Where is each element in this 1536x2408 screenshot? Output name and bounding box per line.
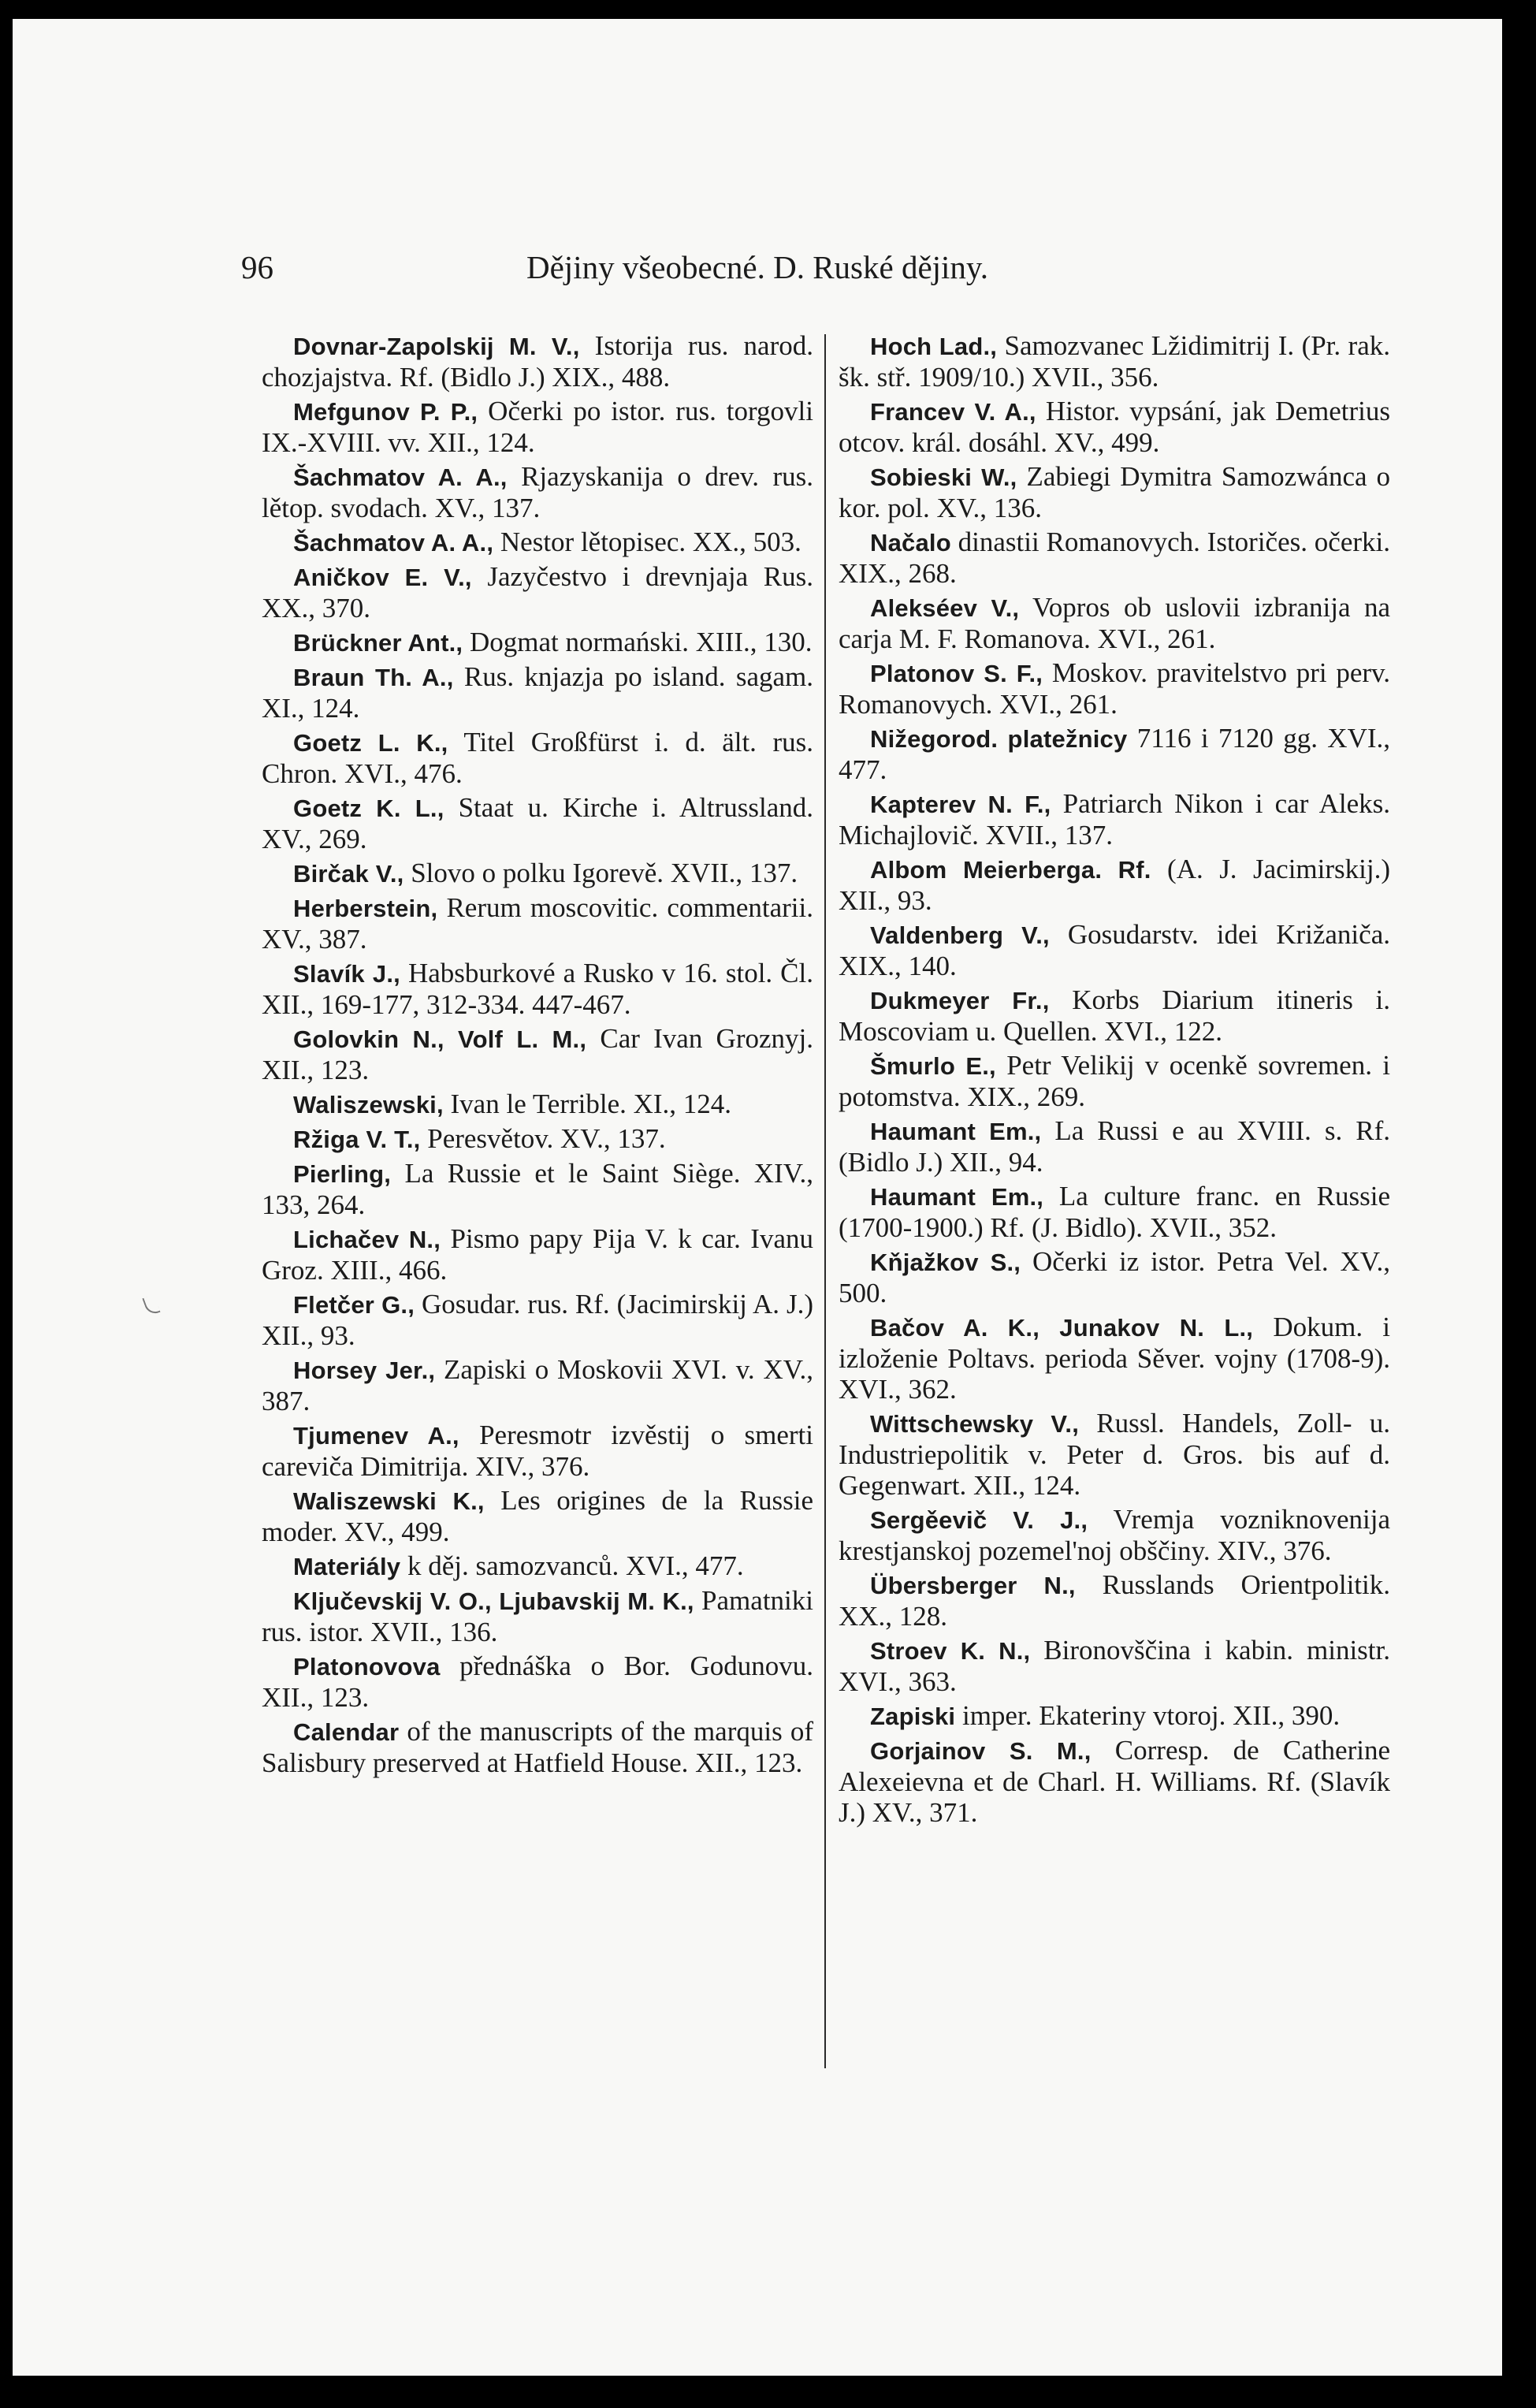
entry-author: Zapiski: [870, 1703, 956, 1730]
bibliography-entry: [839, 1635, 1390, 1697]
bibliography-entry: [262, 1585, 813, 1647]
entry-text: Slovo o polku Igorevě. XVII., 137.: [404, 858, 798, 888]
bibliography-entry: [262, 1550, 813, 1582]
entry-author: Fletčer G.,: [293, 1291, 415, 1319]
entry-author: Herberstein,: [293, 895, 438, 922]
bibliography-entry: [839, 1408, 1390, 1501]
entry-text: Pismo papy Pija V. k car. Ivanu Groz. XIII., 466.: [262, 1223, 813, 1286]
entry-text: Jazyčestvo i drevnjaja Rus. XX., 370.: [262, 561, 813, 623]
entry-text: Zapiski o Moskovii XVI. v. XV., 387.: [262, 1354, 813, 1416]
entry-author: Valdenberg V.,: [870, 921, 1050, 949]
entry-text: La culture franc. en Russie (1700-1900.) Rf. (J. Bidlo). XVII., 352.: [839, 1181, 1390, 1243]
margin-mark: [142, 1294, 160, 1316]
entry-text: Moskov. pravitelstvo pri perv. Romanovych. XVI., 261.: [839, 657, 1390, 720]
entry-author: Materiály: [293, 1553, 401, 1580]
entry-author: Dukmeyer Fr.,: [870, 987, 1050, 1014]
bibliography-entry: [262, 1651, 813, 1713]
bibliography-entry: [262, 958, 813, 1020]
entry-author: Sergěevič V. J.,: [870, 1506, 1088, 1534]
entry-text: (A. J. Jacimirskij.) XII., 93.: [839, 854, 1391, 916]
bibliography-entry: [262, 1223, 813, 1286]
entry-text: of the manuscripts of the marquis of Salisbury preserved at Hatfield House. XII., 123.: [262, 1716, 813, 1778]
entry-text: Vopros ob uslovii izbranija na carja M. F. Romanova. XVI., 261.: [839, 592, 1391, 654]
running-title: Dějiny všeobecné. D. Ruské dějiny.: [526, 249, 989, 285]
bibliography-entry: [839, 1246, 1390, 1308]
entry-author: Haumant Em.,: [870, 1118, 1042, 1145]
bibliography-entry: [262, 527, 813, 558]
bibliography-entry: [262, 1420, 813, 1482]
entry-author: Platonovova: [293, 1653, 441, 1680]
bibliography-entry: [839, 461, 1390, 523]
entry-text: La Russie et le Saint Siège. XIV., 133, 264.: [262, 1158, 813, 1220]
bibliography-entry: [262, 661, 813, 724]
entry-text: Les origines de la Russie moder. XV., 499.: [262, 1485, 813, 1547]
bibliography-entry: [839, 1312, 1390, 1405]
entry-author: Hoch Lad.,: [870, 333, 998, 360]
entry-text: Očerki iz istor. Petra Vel. XV., 500.: [839, 1246, 1390, 1308]
entry-author: Tjumenev A.,: [293, 1422, 459, 1450]
entry-author: Kňjažkov S.,: [870, 1249, 1021, 1276]
entry-text: Histor. vypsání, jak Demetrius otcov. král. dosáhl. XV., 499.: [839, 396, 1390, 458]
entry-text: Russlands Orientpolitik. XX., 128.: [839, 1569, 1391, 1632]
entry-author: Platonov S. F.,: [870, 660, 1043, 687]
entry-text: Pamatniki rus. istor. XVII., 136.: [262, 1585, 813, 1647]
entry-author: Übersberger N.,: [870, 1572, 1076, 1599]
entry-text: dinastii Romanovych. Istoričes. očerki. XIX., 268.: [839, 527, 1390, 589]
entry-text: Ivan le Terrible. XI., 124.: [443, 1089, 732, 1119]
entry-text: Dokum. i izloženie Poltavs. perioda Sěver. vojny (1708-9). XVI., 362.: [839, 1312, 1391, 1405]
entry-author: Waliszewski K.,: [293, 1487, 485, 1515]
entry-author: Bačov A. K., Junakov N. L.,: [870, 1314, 1254, 1342]
bibliography-entry: [262, 1354, 813, 1416]
entry-text: Gosudarstv. idei Križaniča. XIX., 140.: [839, 919, 1390, 981]
entry-author: Birčak V.,: [293, 860, 404, 888]
bibliography-entry: [262, 461, 813, 523]
book-page: [13, 19, 1502, 2376]
entry-author: Lichačev N.,: [293, 1226, 441, 1253]
entry-author: Haumant Em.,: [870, 1183, 1044, 1211]
entry-text: Car Ivan Groznyj. XII., 123.: [262, 1023, 813, 1085]
entry-text: Petr Velikij v ocenkě sovremen. i potomstva. XIX., 269.: [839, 1050, 1390, 1112]
entry-author: Ključevskij V. O., Ljubavskij M. K.,: [293, 1587, 694, 1615]
bibliography-entry: [839, 1504, 1390, 1566]
entry-author: Calendar: [293, 1718, 400, 1746]
bibliography-entry: [839, 984, 1390, 1047]
page-number: 96: [241, 249, 273, 285]
entry-author: Ržiga V. T.,: [293, 1126, 421, 1153]
bibliography-entry: [839, 723, 1390, 785]
entry-author: Načalo: [870, 529, 951, 556]
bibliography-entry: [839, 396, 1390, 458]
bibliography-entry: [839, 1181, 1390, 1243]
bibliography-entry: [839, 1735, 1390, 1828]
entry-text: Očerki po istor. rus. torgovli IX.-XVIII. vv. XII., 124.: [262, 396, 813, 458]
entry-author: Šachmatov A. A.,: [293, 463, 508, 491]
bibliography-entry: [262, 1123, 813, 1155]
entry-text: Bironovščina i kabin. ministr. XVI., 363.: [839, 1635, 1390, 1697]
entry-author: Sobieski W.,: [870, 463, 1017, 491]
entry-author: Stroev K. N.,: [870, 1637, 1031, 1665]
column-divider: [824, 334, 826, 2068]
bibliography-entry: [839, 527, 1390, 589]
bibliography-entry: [839, 1569, 1390, 1632]
bibliography-entry: [262, 1023, 813, 1085]
entry-text: Rjazyskanija o drev. rus. lětop. svodach. XV., 137.: [262, 461, 813, 523]
entry-author: Alekséev V.,: [870, 594, 1020, 622]
entry-author: Mefgunov P. P.,: [293, 398, 478, 426]
entry-text: Peresmotr izvěstij o smerti careviča Dimitrija. XIV., 376.: [262, 1420, 813, 1482]
entry-author: Braun Th. A.,: [293, 664, 454, 691]
entry-author: Goetz K. L.,: [293, 795, 444, 822]
entry-author: Šachmatov A. A.,: [293, 529, 494, 556]
bibliography-entry: [262, 858, 813, 889]
entry-text: Zabiegi Dymitra Samozwánca o kor. pol. XV., 136.: [839, 461, 1390, 523]
entry-text: La Russi e au XVIII. s. Rf. (Bidlo J.) XII., 94.: [839, 1115, 1390, 1178]
entry-author: Goetz L. K.,: [293, 729, 448, 757]
bibliography-entry: [262, 1716, 813, 1778]
bibliography-entry: [839, 1050, 1390, 1112]
entry-author: Gorjainov S. M.,: [870, 1737, 1092, 1765]
entry-text: Rus. knjazja po island. sagam. XI., 124.: [262, 661, 813, 724]
entry-text: Istorija rus. narod. chozjajstva. Rf. (Bidlo J.) XIX., 488.: [262, 330, 813, 393]
entry-text: Staat u. Kirche i. Altrussland. XV., 269.: [262, 792, 813, 854]
entry-text: Habsburkové a Rusko v 16. stol. Čl. XII., 169-177, 312-334. 447-467.: [262, 958, 813, 1020]
entry-author: Kapterev N. F.,: [870, 791, 1051, 818]
entry-text: Korbs Diarium itineris i. Moscoviam u. Quellen. XVI., 122.: [839, 984, 1390, 1047]
entry-author: Wittschewsky V.,: [870, 1410, 1080, 1438]
right-column: [839, 330, 1390, 1831]
bibliography-entry: [262, 1485, 813, 1547]
entry-text: Patriarch Nikon i car Aleks. Michajlovič. XVII., 137.: [839, 788, 1390, 850]
bibliography-entry: [839, 1700, 1390, 1732]
entry-text: Corresp. de Catherine Alexeievna et de Charl. H. Williams. Rf. (Slavík J.) XV., 371.: [839, 1735, 1390, 1828]
bibliography-entry: [262, 892, 813, 955]
bibliography-entry: [262, 396, 813, 458]
entry-text: Vremja vozniknovenija krestjanskoj pozemel'noj obščiny. XIV., 376.: [839, 1504, 1390, 1566]
entry-author: Golovkin N., Volf L. M.,: [293, 1025, 587, 1053]
bibliography-entry: [839, 788, 1390, 850]
entry-text: Titel Großfürst i. d. ält. rus. Chron. XVI., 476.: [262, 727, 813, 789]
entry-author: Nižegorod. platežnicy: [870, 725, 1128, 753]
entry-text: Rerum moscovitic. commentarii. XV., 387.: [262, 892, 813, 955]
entry-text: Nestor lětopisec. XX., 503.: [493, 527, 801, 557]
bibliography-entry: [839, 330, 1390, 393]
entry-author: Slavík J.,: [293, 960, 400, 988]
entry-author: Waliszewski,: [293, 1091, 444, 1118]
entry-author: Pierling,: [293, 1160, 392, 1188]
entry-text: Gosudar. rus. Rf. (Jacimirskij A. J.) XII., 93.: [262, 1289, 813, 1351]
bibliography-entry: [839, 854, 1390, 916]
bibliography-entry: [262, 792, 813, 854]
bibliography-entry: [262, 727, 813, 789]
bibliography-entry: [262, 1158, 813, 1220]
bibliography-entry: [839, 592, 1390, 654]
entry-text: k děj. samozvanců. XVI., 477.: [400, 1550, 744, 1581]
bibliography-entry: [839, 657, 1390, 720]
entry-author: Brückner Ant.,: [293, 629, 463, 657]
entry-author: Aničkov E. V.,: [293, 564, 472, 591]
bibliography-entry: [262, 561, 813, 623]
entry-author: Albom Meierberga. Rf.: [870, 856, 1151, 884]
bibliography-entry: [839, 1115, 1390, 1178]
entry-text: 7116 i 7120 gg. XVI., 477.: [839, 723, 1391, 785]
left-column: [262, 330, 813, 1781]
entry-author: Šmurlo E.,: [870, 1052, 996, 1080]
entry-author: Horsey Jer.,: [293, 1357, 436, 1384]
entry-author: Francev V. A.,: [870, 398, 1036, 426]
entry-text: Russl. Handels, Zoll- u. Industriepolitik v. Peter d. Gros. bis auf d. Gegenwart. XII., 124.: [839, 1408, 1391, 1501]
bibliography-entry: [839, 919, 1390, 981]
entry-author: Dovnar-Zapolskij M. V.,: [293, 333, 580, 360]
entry-text: Peresvětov. XV., 137.: [420, 1123, 666, 1154]
entry-text: imper. Ekateriny vtoroj. XII., 390.: [955, 1700, 1341, 1731]
entry-text: Dogmat normański. XIII., 130.: [463, 627, 813, 657]
bibliography-entry: [262, 330, 813, 393]
bibliography-entry: [262, 1089, 813, 1120]
bibliography-entry: [262, 1289, 813, 1351]
entry-text: přednáška o Bor. Godunovu. XII., 123.: [262, 1651, 813, 1713]
entry-text: Samozvanec Lžidimitrij I. (Pr. rak. šk. stř. 1909/10.) XVII., 356.: [839, 330, 1390, 393]
bibliography-entry: [262, 627, 813, 658]
